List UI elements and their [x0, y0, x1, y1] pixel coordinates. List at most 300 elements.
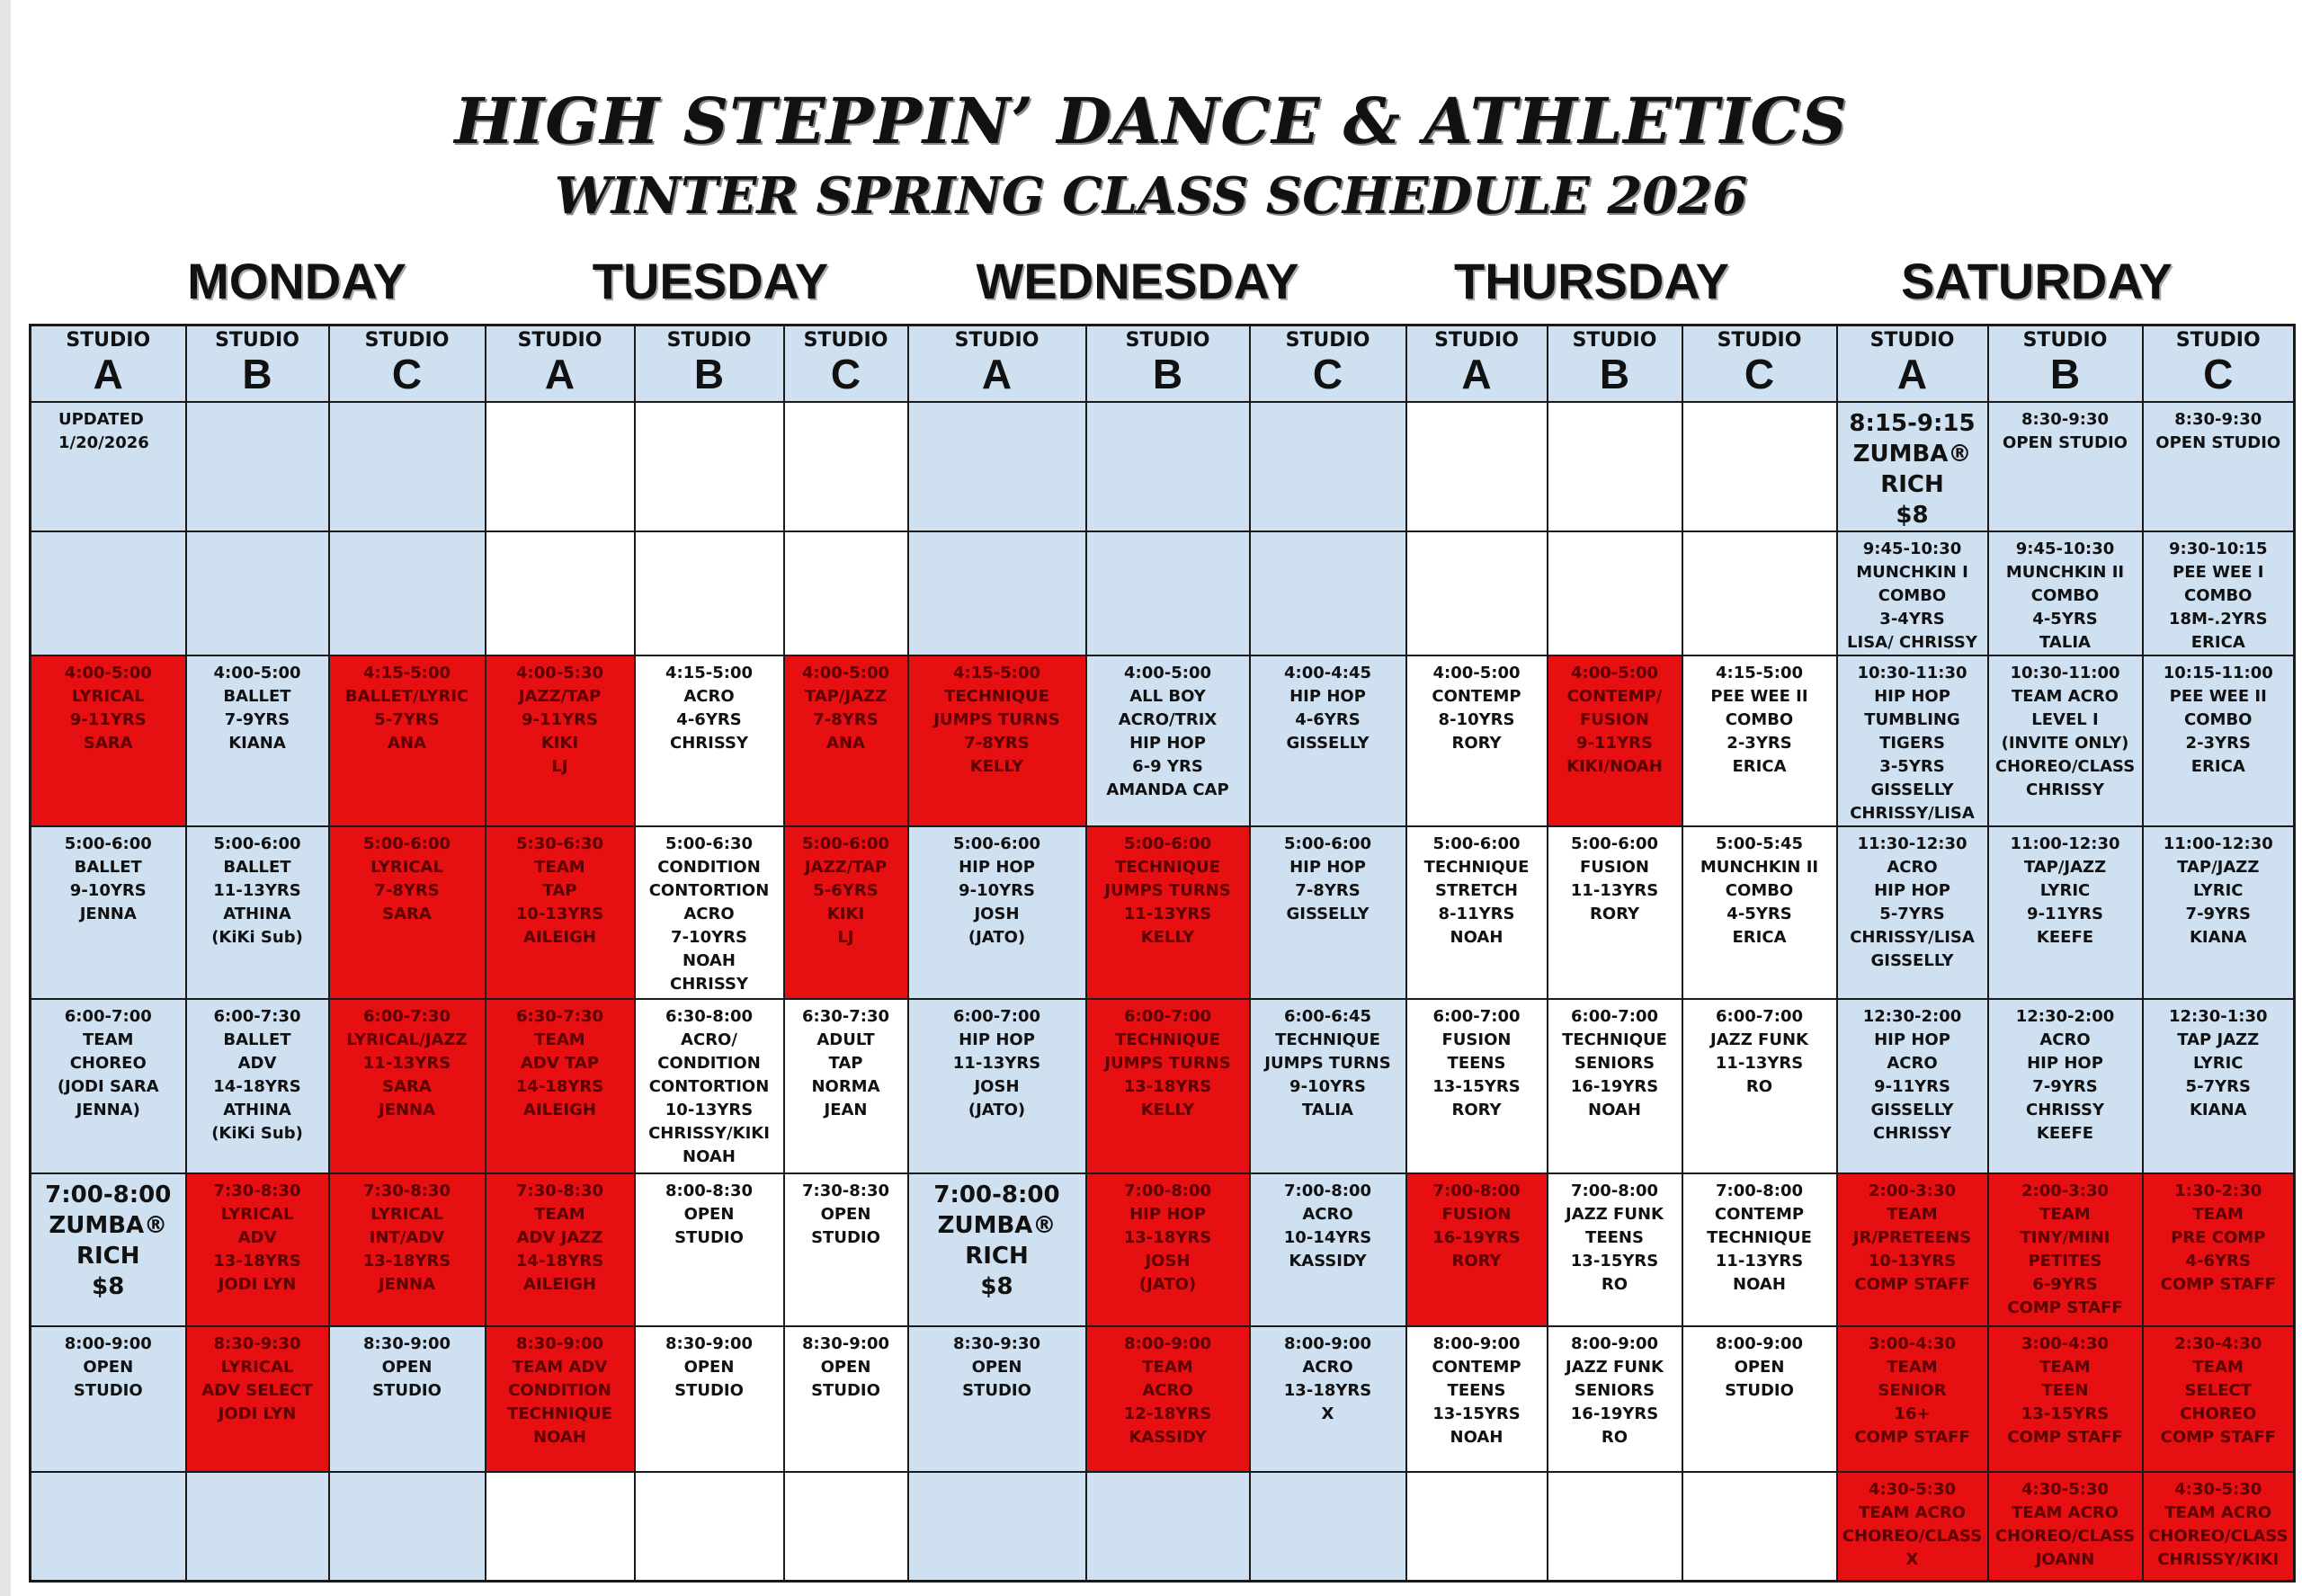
class-line: 6:00-7:00 — [1432, 1006, 1521, 1026]
class-line: 5-7YRS — [2185, 1076, 2251, 1096]
schedule-row — [31, 826, 2295, 999]
class-line: COMP STAFF — [2160, 1427, 2276, 1447]
class-line: 8:30-9:30 — [213, 1333, 301, 1353]
empty-cell — [1548, 531, 1682, 655]
class-line: 4:00-5:00 — [64, 663, 152, 682]
class-cell — [2143, 1472, 2295, 1582]
class-line: (JODI SARA — [57, 1076, 159, 1096]
class-line: TECHNIQUE — [507, 1404, 612, 1423]
class-line: RICH — [1880, 470, 1944, 498]
studio-header-cell — [2143, 325, 2295, 402]
class-cell — [1682, 826, 1837, 999]
class-line: 7:30-8:30 — [362, 1181, 451, 1200]
class-line: TUMBLING — [1864, 709, 1960, 729]
empty-cell — [31, 1472, 186, 1582]
class-line: 7-9YRS — [2185, 904, 2251, 923]
class-cell — [1988, 1472, 2143, 1582]
class-line: STUDIO — [811, 1380, 880, 1400]
class-line: CHOREO/CLASS — [1994, 756, 2136, 776]
class-line: LYRICAL — [71, 686, 145, 706]
class-line: FUSION — [1441, 1030, 1512, 1049]
empty-cell — [1682, 1472, 1837, 1582]
class-line: 11-13YRS — [362, 1053, 451, 1073]
class-line: SARA — [382, 904, 432, 923]
class-line: RICH — [76, 1242, 140, 1270]
class-line: COMBO — [2030, 585, 2100, 605]
class-line: ZUMBA® — [49, 1211, 168, 1239]
class-line: MUNCHKIN II — [1700, 857, 1819, 877]
class-line: 7-8YRS — [374, 880, 440, 900]
class-line: ZUMBA® — [1852, 440, 1972, 468]
class-line: 13-18YRS — [362, 1251, 451, 1271]
class-line: 9:45-10:30 — [1862, 539, 1962, 558]
class-line: RO — [1745, 1076, 1773, 1096]
day-heading-wednesday: WEDNESDAY — [976, 253, 1299, 309]
class-line: FUSION — [1580, 709, 1649, 729]
class-line: KIANA — [228, 733, 286, 753]
class-line: JENNA — [378, 1100, 436, 1119]
class-line: 4-5YRS — [1726, 904, 1792, 923]
class-line: CONTEMP — [1432, 1357, 1521, 1377]
class-cell — [1250, 655, 1406, 826]
class-line: 4:00-5:00 — [1123, 663, 1211, 682]
class-line: COMP STAFF — [1854, 1427, 1970, 1447]
studio-header-cell — [1250, 325, 1406, 402]
class-line: ANA — [388, 733, 426, 753]
class-line: SELECT — [2184, 1380, 2252, 1400]
class-line: CONTORTION — [648, 880, 770, 900]
class-line: ACRO — [1302, 1204, 1353, 1224]
empty-cell — [1086, 1472, 1250, 1582]
class-line: 4:15-5:00 — [362, 663, 451, 682]
class-line: 11-13YRS — [1715, 1251, 1804, 1271]
class-line: 8:00-9:00 — [1570, 1333, 1658, 1353]
class-cell — [31, 1173, 186, 1326]
class-line: NOAH — [1450, 927, 1503, 947]
empty-cell — [1250, 1472, 1406, 1582]
class-line: 10-14YRS — [1283, 1227, 1372, 1247]
class-cell — [31, 999, 186, 1173]
class-line: 14-18YRS — [515, 1076, 604, 1096]
empty-cell — [186, 531, 329, 655]
empty-cell — [1406, 1472, 1548, 1582]
class-cell — [1250, 1173, 1406, 1326]
studio-header-row — [31, 325, 2295, 402]
studio-label: STUDIO — [954, 329, 1039, 352]
class-cell — [2143, 826, 2295, 999]
class-line: 4:00-5:00 — [1432, 663, 1521, 682]
class-line: 4:15-5:00 — [1715, 663, 1803, 682]
class-line: 5:00-6:00 — [1432, 834, 1521, 853]
class-cell — [908, 826, 1086, 999]
class-line: ACRO — [1887, 1053, 1938, 1073]
class-line: 14-18YRS — [515, 1251, 604, 1271]
class-line: TAP — [542, 880, 577, 900]
class-line: JAZZ FUNK — [1566, 1204, 1664, 1224]
class-line: 9-11YRS — [69, 709, 147, 729]
class-line: CHRISSY/LISA — [1850, 803, 1975, 823]
class-line: 5-6YRS — [813, 880, 879, 900]
class-line: CHRISSY/LISA — [1850, 927, 1975, 947]
class-line: 9-10YRS — [1289, 1076, 1366, 1096]
class-cell — [1406, 999, 1548, 1173]
class-line: 4:30-5:30 — [2174, 1479, 2262, 1499]
class-line: 16-19YRS — [1570, 1404, 1659, 1423]
class-line: 16-19YRS — [1570, 1076, 1659, 1096]
class-cell — [1406, 826, 1548, 999]
studio-label: STUDIO — [1285, 329, 1370, 352]
class-cell — [1988, 999, 2143, 1173]
class-cell — [486, 826, 635, 999]
empty-cell — [635, 1472, 784, 1582]
class-line: LJ — [551, 756, 568, 776]
class-cell — [486, 1326, 635, 1472]
class-line: CHRISSY — [670, 974, 748, 994]
class-line: CHRISSY — [670, 733, 748, 753]
class-line: 3:00-4:30 — [2021, 1333, 2109, 1353]
class-line: JUMPS TURNS — [1104, 880, 1231, 900]
studio-header-cell — [1682, 325, 1837, 402]
class-line: TAP/JAZZ — [804, 686, 888, 706]
studio-header-cell — [908, 325, 1086, 402]
studio-label: STUDIO — [364, 329, 450, 352]
class-cell — [2143, 999, 2295, 1173]
class-line: LISA/ CHRISSY — [1847, 632, 1977, 652]
class-line: 9:30-10:15 — [2168, 539, 2268, 558]
class-line: JAZZ FUNK — [1566, 1357, 1664, 1377]
class-line: 9-11YRS — [2027, 904, 2103, 923]
class-cell — [31, 1326, 186, 1472]
class-line: 11:00-12:30 — [2163, 834, 2273, 853]
day-heading-thursday: THURSDAY — [1454, 253, 1729, 309]
class-line: PEE WEE I — [2173, 562, 2264, 582]
class-line: 8:30-9:00 — [515, 1333, 603, 1353]
class-line: COMP STAFF — [1854, 1274, 1970, 1294]
empty-cell — [1250, 531, 1406, 655]
class-line: 8:00-9:00 — [1432, 1333, 1521, 1353]
class-line: 8:00-9:00 — [64, 1333, 152, 1353]
class-line: FUSION — [1441, 1204, 1512, 1224]
studio-header-cell — [486, 325, 635, 402]
schedule-row — [31, 531, 2295, 655]
class-line: MUNCHKIN II — [2005, 562, 2125, 582]
class-line: X — [1321, 1404, 1334, 1423]
class-line: 4:00-5:30 — [515, 663, 603, 682]
class-line: 12:30-2:00 — [2015, 1006, 2115, 1026]
class-line: 2-3YRS — [1726, 733, 1792, 753]
studio-label: STUDIO — [803, 329, 888, 352]
class-line: JEAN — [824, 1100, 868, 1119]
class-line: 4:15-5:00 — [665, 663, 753, 682]
class-line: COMBO — [1878, 585, 1947, 605]
studio-label: STUDIO — [1717, 329, 1802, 352]
class-line: COMBO — [2184, 709, 2253, 729]
class-line: KIANA — [2189, 927, 2247, 947]
class-line: (JATO) — [1138, 1274, 1197, 1294]
class-line: LYRICAL — [220, 1204, 294, 1224]
class-line: SARA — [83, 733, 133, 753]
class-line: 4:30-5:30 — [1868, 1479, 1956, 1499]
class-line: 2-3YRS — [2185, 733, 2251, 753]
class-line: TAP JAZZ — [2177, 1030, 2260, 1049]
class-line: 7-8YRS — [964, 733, 1030, 753]
class-line: OPEN — [820, 1204, 871, 1224]
class-cell — [2143, 402, 2295, 531]
empty-cell — [1086, 402, 1250, 531]
studio-letter: A — [93, 351, 123, 397]
class-line: 6:00-7:00 — [1715, 1006, 1803, 1026]
class-line: NOAH — [683, 1146, 736, 1166]
class-line: STUDIO — [1725, 1380, 1794, 1400]
class-cell — [784, 1173, 908, 1326]
class-cell — [1988, 1173, 2143, 1326]
class-line: 4-6YRS — [1295, 709, 1361, 729]
class-cell — [1682, 655, 1837, 826]
class-line: BALLET — [74, 857, 142, 877]
class-line: 18M-.2YRS — [2168, 609, 2268, 629]
class-line: 4:00-5:00 — [1570, 663, 1658, 682]
class-line: $8 — [1896, 501, 1929, 529]
studio-label: STUDIO — [1869, 329, 1955, 352]
class-line: COMP STAFF — [2007, 1297, 2123, 1317]
class-line: 12-18YRS — [1123, 1404, 1212, 1423]
class-line: CHRISSY/KIKI — [2157, 1549, 2280, 1569]
class-line: 7:30-8:30 — [801, 1181, 889, 1200]
class-line: TAP — [828, 1053, 863, 1073]
class-line: COMP STAFF — [2160, 1274, 2276, 1294]
class-line: ACRO/ — [681, 1030, 737, 1049]
class-line: 7:00-8:00 — [1570, 1181, 1658, 1200]
studio-header-cell — [635, 325, 784, 402]
class-cell — [486, 655, 635, 826]
empty-cell — [186, 1472, 329, 1582]
class-line: OPEN — [683, 1357, 735, 1377]
class-line: GISSELLY — [1286, 904, 1370, 923]
empty-cell — [635, 531, 784, 655]
class-line: STUDIO — [73, 1380, 143, 1400]
class-line: STUDIO — [962, 1380, 1031, 1400]
class-cell — [1086, 1173, 1250, 1326]
class-cell — [329, 826, 486, 999]
studio-label: STUDIO — [2022, 329, 2108, 352]
class-cell — [1086, 826, 1250, 999]
class-line: $8 — [92, 1272, 125, 1300]
class-line: 13-15YRS — [1570, 1251, 1659, 1271]
empty-cell — [486, 402, 635, 531]
class-line: CHRISSY/KIKI — [648, 1123, 770, 1143]
class-cell — [1406, 655, 1548, 826]
page-title: HIGH STEPPIN’ DANCE & ATHLETICS — [454, 84, 1848, 158]
empty-cell — [1406, 402, 1548, 531]
class-line: ADV JAZZ — [516, 1227, 603, 1247]
class-cell — [1406, 1173, 1548, 1326]
class-cell — [1988, 531, 2143, 655]
class-line: LJ — [837, 927, 854, 947]
class-line: ACRO — [1302, 1357, 1353, 1377]
class-line: RO — [1601, 1274, 1628, 1294]
class-line: ERICA — [1732, 756, 1787, 776]
class-line: (KiKi Sub) — [211, 927, 303, 947]
class-line: 7:00-8:00 — [933, 1181, 1060, 1208]
class-line: 12:30-2:00 — [1862, 1006, 1962, 1026]
class-line: JOSH — [974, 1076, 1020, 1096]
studio-letter: B — [2049, 351, 2081, 397]
class-line: BALLET — [223, 686, 291, 706]
class-line: TEAM — [534, 857, 585, 877]
class-line: ACRO — [683, 904, 735, 923]
class-cell — [1837, 655, 1988, 826]
class-line: 6:00-7:00 — [952, 1006, 1040, 1026]
class-line: JODI LYN — [218, 1274, 297, 1294]
class-line: LEVEL I — [2031, 709, 2099, 729]
class-cell — [1682, 1173, 1837, 1326]
empty-cell — [908, 531, 1086, 655]
class-line: KEEFE — [2036, 1123, 2094, 1143]
class-line: SENIOR — [1878, 1380, 1947, 1400]
class-line: COMBO — [2184, 585, 2253, 605]
empty-cell — [1682, 531, 1837, 655]
class-cell — [186, 999, 329, 1173]
class-line: 5:00-6:00 — [1283, 834, 1371, 853]
empty-cell — [1250, 402, 1406, 531]
class-cell — [1837, 999, 1988, 1173]
class-line: CONTEMP — [1714, 1204, 1805, 1224]
empty-cell — [908, 402, 1086, 531]
class-line: LYRIC — [2193, 880, 2244, 900]
schedule-row — [31, 655, 2295, 826]
studio-letter: A — [981, 351, 1013, 397]
class-line: SENIORS — [1574, 1380, 1655, 1400]
class-cell — [635, 999, 784, 1173]
class-line: 9-11YRS — [522, 709, 598, 729]
schedule-row — [31, 999, 2295, 1173]
class-line: OPEN — [83, 1357, 134, 1377]
class-cell — [784, 1326, 908, 1472]
class-line: TECHNIQUE — [1707, 1227, 1812, 1247]
studio-letter: C — [830, 351, 861, 397]
class-line: LYRICAL — [370, 857, 443, 877]
class-line: STUDIO — [811, 1227, 880, 1247]
class-line: COMBO — [1725, 709, 1794, 729]
class-line: JENNA — [378, 1274, 436, 1294]
class-line: JR/PRETEENS — [1852, 1227, 1972, 1247]
class-cell — [1837, 1472, 1988, 1582]
class-cell — [186, 655, 329, 826]
class-line: X — [1905, 1549, 1919, 1569]
class-line: TEAM — [534, 1030, 585, 1049]
empty-cell — [186, 402, 329, 531]
class-line: LYRICAL — [370, 1204, 443, 1224]
class-cell — [1988, 402, 2143, 531]
class-line: NORMA — [811, 1076, 880, 1096]
class-line: 7:00-8:00 — [45, 1181, 172, 1208]
day-heading-saturday: SATURDAY — [1901, 253, 2173, 309]
class-line: INT/ADV — [369, 1227, 445, 1247]
class-line: KIKI/NOAH — [1566, 756, 1663, 776]
class-line: 7-9YRS — [2032, 1076, 2098, 1096]
class-line: BALLET — [223, 1030, 291, 1049]
class-line: TAP/JAZZ — [2023, 857, 2107, 877]
class-line: TECHNIQUE — [1115, 857, 1220, 877]
studio-letter: C — [391, 351, 423, 397]
class-line: 5-7YRS — [1879, 904, 1945, 923]
class-cell — [635, 1173, 784, 1326]
class-line: 5-7YRS — [374, 709, 440, 729]
class-line: 7-8YRS — [813, 709, 879, 729]
studio-header-cell — [1837, 325, 1988, 402]
class-line: 13-15YRS — [1432, 1076, 1521, 1096]
class-line: 6:00-7:30 — [362, 1006, 451, 1026]
class-line: 8:00-9:00 — [1123, 1333, 1211, 1353]
class-line: CONDITION — [508, 1380, 611, 1400]
class-line: OPEN — [683, 1204, 735, 1224]
class-cell — [486, 999, 635, 1173]
class-line: TEAM — [1142, 1357, 1193, 1377]
class-cell — [1837, 531, 1988, 655]
class-line: (KiKi Sub) — [211, 1123, 303, 1143]
class-line: OPEN STUDIO — [2003, 432, 2128, 452]
class-line: CHOREO/CLASS — [1842, 1526, 1983, 1546]
class-line: PETITES — [2028, 1251, 2102, 1271]
class-line: 8-10YRS — [1438, 709, 1515, 729]
class-line: 8:00-8:30 — [665, 1181, 753, 1200]
empty-cell — [31, 531, 186, 655]
class-cell — [1250, 826, 1406, 999]
class-line: ACRO — [2039, 1030, 2091, 1049]
class-line: (JATO) — [968, 1100, 1026, 1119]
class-line: 10-13YRS — [665, 1100, 754, 1119]
class-line: 8:30-9:00 — [665, 1333, 753, 1353]
class-line: 10:30-11:30 — [1857, 663, 1967, 682]
class-line: JENNA — [79, 904, 137, 923]
class-line: TEENS — [1585, 1227, 1644, 1247]
class-line: 6:00-6:45 — [1283, 1006, 1371, 1026]
class-line: CONTORTION — [648, 1076, 770, 1096]
class-line: JOANN — [2035, 1549, 2095, 1569]
class-cell — [1250, 999, 1406, 1173]
class-line: STUDIO — [372, 1380, 442, 1400]
empty-cell — [635, 402, 784, 531]
class-line: JUMPS TURNS — [933, 709, 1060, 729]
empty-cell — [1086, 531, 1250, 655]
class-cell — [908, 1173, 1086, 1326]
class-line: TEENS — [1447, 1053, 1506, 1073]
class-line: TEAM ADV — [512, 1357, 608, 1377]
class-line: 13-18YRS — [213, 1251, 301, 1271]
class-cell — [486, 1173, 635, 1326]
class-cell — [784, 826, 908, 999]
class-line: CONDITION — [657, 1053, 761, 1073]
class-line: 16-19YRS — [1432, 1227, 1521, 1247]
class-cell — [784, 999, 908, 1173]
class-line: 7-8YRS — [1295, 880, 1361, 900]
class-line: 6:30-7:30 — [801, 1006, 889, 1026]
class-line: BALLET — [223, 857, 291, 877]
class-line: GISSELLY — [1870, 1100, 1954, 1119]
class-line: 1:30-2:30 — [2174, 1181, 2262, 1200]
class-line: TEAM ACRO — [2012, 1502, 2119, 1522]
class-cell — [1837, 826, 1988, 999]
left-margin-strip — [0, 0, 11, 1596]
day-heading-tuesday: TUESDAY — [592, 253, 829, 309]
class-line: 6-9 YRS — [1132, 756, 1203, 776]
class-line: 4:00-5:00 — [801, 663, 889, 682]
class-line: MUNCHKIN I — [1856, 562, 1968, 582]
class-line: TINY/MINI — [2020, 1227, 2110, 1247]
class-line: GISSELLY — [1286, 733, 1370, 753]
class-line: 7:30-8:30 — [213, 1181, 301, 1200]
class-line: TEAM — [2192, 1357, 2244, 1377]
